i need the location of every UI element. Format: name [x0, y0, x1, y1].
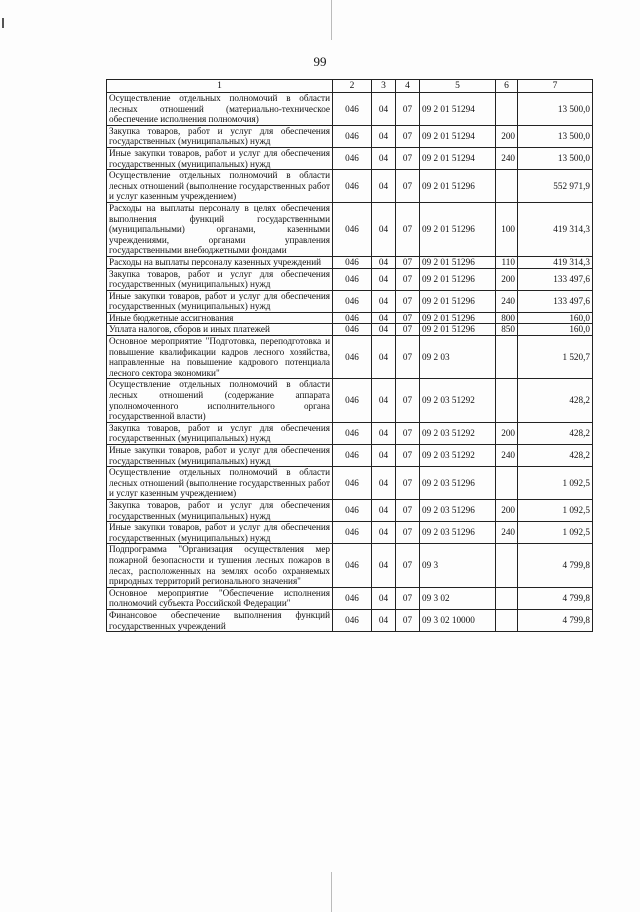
column-header: 5: [420, 80, 496, 93]
row-subsection-cell: 07: [396, 202, 420, 256]
table-row: [107, 336, 593, 379]
row-target-article-cell: 09 2 01 51296: [420, 202, 496, 256]
row-section-cell: 04: [372, 445, 396, 467]
row-subsection-cell: 07: [396, 422, 420, 444]
row-target-article-cell: 09 2 03 51292: [420, 445, 496, 467]
row-subsection-cell: 07: [396, 312, 420, 324]
row-expense-type-cell: 800: [496, 312, 518, 324]
row-expense-type-cell: [496, 336, 518, 379]
row-grbs-cell: 046: [333, 170, 372, 203]
row-subsection-cell: 07: [396, 609, 420, 631]
row-amount-cell: 13 500,0: [518, 125, 593, 147]
row-expense-type-cell: 200: [496, 268, 518, 290]
row-name-cell: Иные закупки товаров, работ и услуг для обеспечения государственных (муниципальных) нужд: [107, 147, 333, 169]
scan-margin-mark: [2, 18, 4, 28]
column-header: 2: [333, 80, 372, 93]
row-section-cell: 04: [372, 125, 396, 147]
row-name-cell: Финансовое обеспечение выполнения функций государственных учреждений: [107, 609, 333, 631]
row-section-cell: 04: [372, 290, 396, 312]
row-expense-type-cell: 200: [496, 499, 518, 521]
row-grbs-cell: 046: [333, 499, 372, 521]
row-grbs-cell: 046: [333, 467, 372, 500]
row-grbs-cell: 046: [333, 324, 372, 336]
row-name-cell: Основное мероприятие "Обеспечение исполнения полномочий субъекта Российской Федерации": [107, 587, 333, 609]
row-name-cell: Иные закупки товаров, работ и услуг для обеспечения государственных (муниципальных) нужд: [107, 445, 333, 467]
row-grbs-cell: 046: [333, 125, 372, 147]
row-section-cell: 04: [372, 256, 396, 268]
table-header-row: [107, 80, 593, 93]
row-grbs-cell: 046: [333, 609, 372, 631]
column-header: 4: [396, 80, 420, 93]
table-row: [107, 312, 593, 324]
row-expense-type-cell: [496, 379, 518, 422]
column-header: 6: [496, 80, 518, 93]
row-subsection-cell: 07: [396, 379, 420, 422]
row-target-article-cell: 09 2 01 51296: [420, 290, 496, 312]
row-expense-type-cell: 200: [496, 125, 518, 147]
row-amount-cell: 4 799,8: [518, 587, 593, 609]
row-name-cell: Закупка товаров, работ и услуг для обеспечения государственных (муниципальных) нужд: [107, 422, 333, 444]
table-body: [107, 93, 593, 632]
row-target-article-cell: 09 2 01 51296: [420, 268, 496, 290]
row-subsection-cell: 07: [396, 522, 420, 544]
page-number: 99: [313, 54, 327, 69]
row-name-cell: Расходы на выплаты персоналу казенных учреждений: [107, 256, 333, 268]
row-section-cell: 04: [372, 544, 396, 587]
row-amount-cell: 419 314,3: [518, 256, 593, 268]
row-subsection-cell: 07: [396, 587, 420, 609]
table-row: [107, 467, 593, 500]
row-section-cell: 04: [372, 170, 396, 203]
row-name-cell: Осуществление отдельных полномочий в области лесных отношений (содержание аппарата уполномоченного исполнительного органа государственной власти): [107, 379, 333, 422]
row-target-article-cell: 09 2 01 51294: [420, 93, 496, 126]
row-expense-type-cell: 850: [496, 324, 518, 336]
row-section-cell: 04: [372, 467, 396, 500]
row-section-cell: 04: [372, 202, 396, 256]
table-row: [107, 499, 593, 521]
row-amount-cell: 4 799,8: [518, 544, 593, 587]
table-row: [107, 522, 593, 544]
row-subsection-cell: 07: [396, 93, 420, 126]
row-target-article-cell: 09 2 03: [420, 336, 496, 379]
fold-crease-top: [331, 0, 332, 40]
row-amount-cell: 1 092,5: [518, 499, 593, 521]
row-grbs-cell: 046: [333, 290, 372, 312]
table-row: [107, 379, 593, 422]
row-subsection-cell: 07: [396, 170, 420, 203]
row-target-article-cell: 09 2 01 51296: [420, 324, 496, 336]
row-name-cell: Закупка товаров, работ и услуг для обеспечения государственных (муниципальных) нужд: [107, 499, 333, 521]
row-subsection-cell: 07: [396, 290, 420, 312]
row-amount-cell: 13 500,0: [518, 93, 593, 126]
row-section-cell: 04: [372, 268, 396, 290]
row-section-cell: 04: [372, 312, 396, 324]
row-section-cell: 04: [372, 324, 396, 336]
row-amount-cell: 428,2: [518, 422, 593, 444]
row-section-cell: 04: [372, 587, 396, 609]
table-row: [107, 290, 593, 312]
row-target-article-cell: 09 2 01 51296: [420, 256, 496, 268]
row-target-article-cell: 09 2 01 51296: [420, 312, 496, 324]
column-header: 7: [518, 80, 593, 93]
row-name-cell: Закупка товаров, работ и услуг для обеспечения государственных (муниципальных) нужд: [107, 125, 333, 147]
row-subsection-cell: 07: [396, 125, 420, 147]
budget-table: [106, 79, 593, 632]
table-row: [107, 324, 593, 336]
row-expense-type-cell: [496, 587, 518, 609]
row-target-article-cell: 09 3: [420, 544, 496, 587]
table-row: [107, 202, 593, 256]
row-subsection-cell: 07: [396, 336, 420, 379]
row-amount-cell: 428,2: [518, 379, 593, 422]
row-grbs-cell: 046: [333, 422, 372, 444]
table-row: [107, 445, 593, 467]
row-amount-cell: 1 092,5: [518, 467, 593, 500]
row-target-article-cell: 09 2 03 51292: [420, 379, 496, 422]
row-target-article-cell: 09 3 02: [420, 587, 496, 609]
table-row: [107, 609, 593, 631]
table-row: [107, 170, 593, 203]
row-section-cell: 04: [372, 422, 396, 444]
row-grbs-cell: 046: [333, 268, 372, 290]
row-section-cell: 04: [372, 93, 396, 126]
row-name-cell: Осуществление отдельных полномочий в области лесных отношений (выполнение государственных работ и услуг казенным учреждением): [107, 467, 333, 500]
row-expense-type-cell: 100: [496, 202, 518, 256]
row-section-cell: 04: [372, 609, 396, 631]
table-row: [107, 256, 593, 268]
row-section-cell: 04: [372, 379, 396, 422]
row-target-article-cell: 09 2 03 51296: [420, 499, 496, 521]
row-target-article-cell: 09 2 03 51296: [420, 522, 496, 544]
row-grbs-cell: 046: [333, 522, 372, 544]
row-subsection-cell: 07: [396, 268, 420, 290]
row-subsection-cell: 07: [396, 256, 420, 268]
row-amount-cell: 133 497,6: [518, 268, 593, 290]
column-header: 1: [107, 80, 333, 93]
row-grbs-cell: 046: [333, 256, 372, 268]
row-target-article-cell: 09 2 03 51292: [420, 422, 496, 444]
row-grbs-cell: 046: [333, 202, 372, 256]
row-grbs-cell: 046: [333, 93, 372, 126]
table-row: [107, 147, 593, 169]
row-grbs-cell: 046: [333, 544, 372, 587]
row-name-cell: Иные закупки товаров, работ и услуг для обеспечения государственных (муниципальных) нужд: [107, 522, 333, 544]
row-subsection-cell: 07: [396, 499, 420, 521]
row-expense-type-cell: 200: [496, 422, 518, 444]
table-row: [107, 422, 593, 444]
row-name-cell: Закупка товаров, работ и услуг для обеспечения государственных (муниципальных) нужд: [107, 268, 333, 290]
row-expense-type-cell: [496, 170, 518, 203]
row-grbs-cell: 046: [333, 312, 372, 324]
fold-crease-bottom: [331, 872, 332, 912]
row-expense-type-cell: 240: [496, 147, 518, 169]
row-name-cell: Осуществление отдельных полномочий в области лесных отношений (выполнение государственных работ и услуг казенным учреждением): [107, 170, 333, 203]
row-expense-type-cell: 110: [496, 256, 518, 268]
row-amount-cell: 4 799,8: [518, 609, 593, 631]
row-target-article-cell: 09 2 01 51294: [420, 125, 496, 147]
row-grbs-cell: 046: [333, 147, 372, 169]
column-header: 3: [372, 80, 396, 93]
row-grbs-cell: 046: [333, 379, 372, 422]
row-subsection-cell: 07: [396, 544, 420, 587]
table-row: [107, 93, 593, 126]
row-amount-cell: 160,0: [518, 324, 593, 336]
table-row: [107, 544, 593, 587]
row-section-cell: 04: [372, 499, 396, 521]
row-target-article-cell: 09 2 01 51296: [420, 170, 496, 203]
row-name-cell: Расходы на выплаты персоналу в целях обеспечения выполнения функций государственными (муниципальными) органами, казенными учреждениями, органами управления государственными внебюджетными фондами: [107, 202, 333, 256]
row-section-cell: 04: [372, 522, 396, 544]
row-section-cell: 04: [372, 147, 396, 169]
row-amount-cell: 552 971,9: [518, 170, 593, 203]
row-name-cell: Основное мероприятие "Подготовка, переподготовка и повышение квалификации кадров лесного хозяйства, направленные на повышение кадрового потенциала лесного сектора экономики": [107, 336, 333, 379]
row-section-cell: 04: [372, 336, 396, 379]
row-subsection-cell: 07: [396, 147, 420, 169]
row-expense-type-cell: [496, 544, 518, 587]
row-expense-type-cell: 240: [496, 445, 518, 467]
row-subsection-cell: 07: [396, 324, 420, 336]
row-target-article-cell: 09 2 03 51296: [420, 467, 496, 500]
table-row: [107, 125, 593, 147]
row-amount-cell: 428,2: [518, 445, 593, 467]
row-name-cell: Иные бюджетные ассигнования: [107, 312, 333, 324]
table-row: [107, 587, 593, 609]
row-amount-cell: 160,0: [518, 312, 593, 324]
row-target-article-cell: 09 3 02 10000: [420, 609, 496, 631]
row-amount-cell: 1 520,7: [518, 336, 593, 379]
row-amount-cell: 13 500,0: [518, 147, 593, 169]
row-name-cell: Уплата налогов, сборов и иных платежей: [107, 324, 333, 336]
row-expense-type-cell: 240: [496, 522, 518, 544]
row-name-cell: Иные закупки товаров, работ и услуг для обеспечения государственных (муниципальных) нужд: [107, 290, 333, 312]
row-name-cell: Подпрограмма "Организация осуществления мер пожарной безопасности и тушения лесных пожаров в лесах, расположенных на землях особо охраняемых природных территорий регионального значения": [107, 544, 333, 587]
row-expense-type-cell: [496, 467, 518, 500]
row-name-cell: Осуществление отдельных полномочий в области лесных отношений (материально-техническое обеспечение исполнения полномочия): [107, 93, 333, 126]
row-expense-type-cell: 240: [496, 290, 518, 312]
row-subsection-cell: 07: [396, 445, 420, 467]
table-row: [107, 268, 593, 290]
row-grbs-cell: 046: [333, 336, 372, 379]
row-amount-cell: 419 314,3: [518, 202, 593, 256]
row-subsection-cell: 07: [396, 467, 420, 500]
row-grbs-cell: 046: [333, 445, 372, 467]
row-target-article-cell: 09 2 01 51294: [420, 147, 496, 169]
row-expense-type-cell: [496, 609, 518, 631]
row-amount-cell: 1 092,5: [518, 522, 593, 544]
row-amount-cell: 133 497,6: [518, 290, 593, 312]
row-expense-type-cell: [496, 93, 518, 126]
row-grbs-cell: 046: [333, 587, 372, 609]
